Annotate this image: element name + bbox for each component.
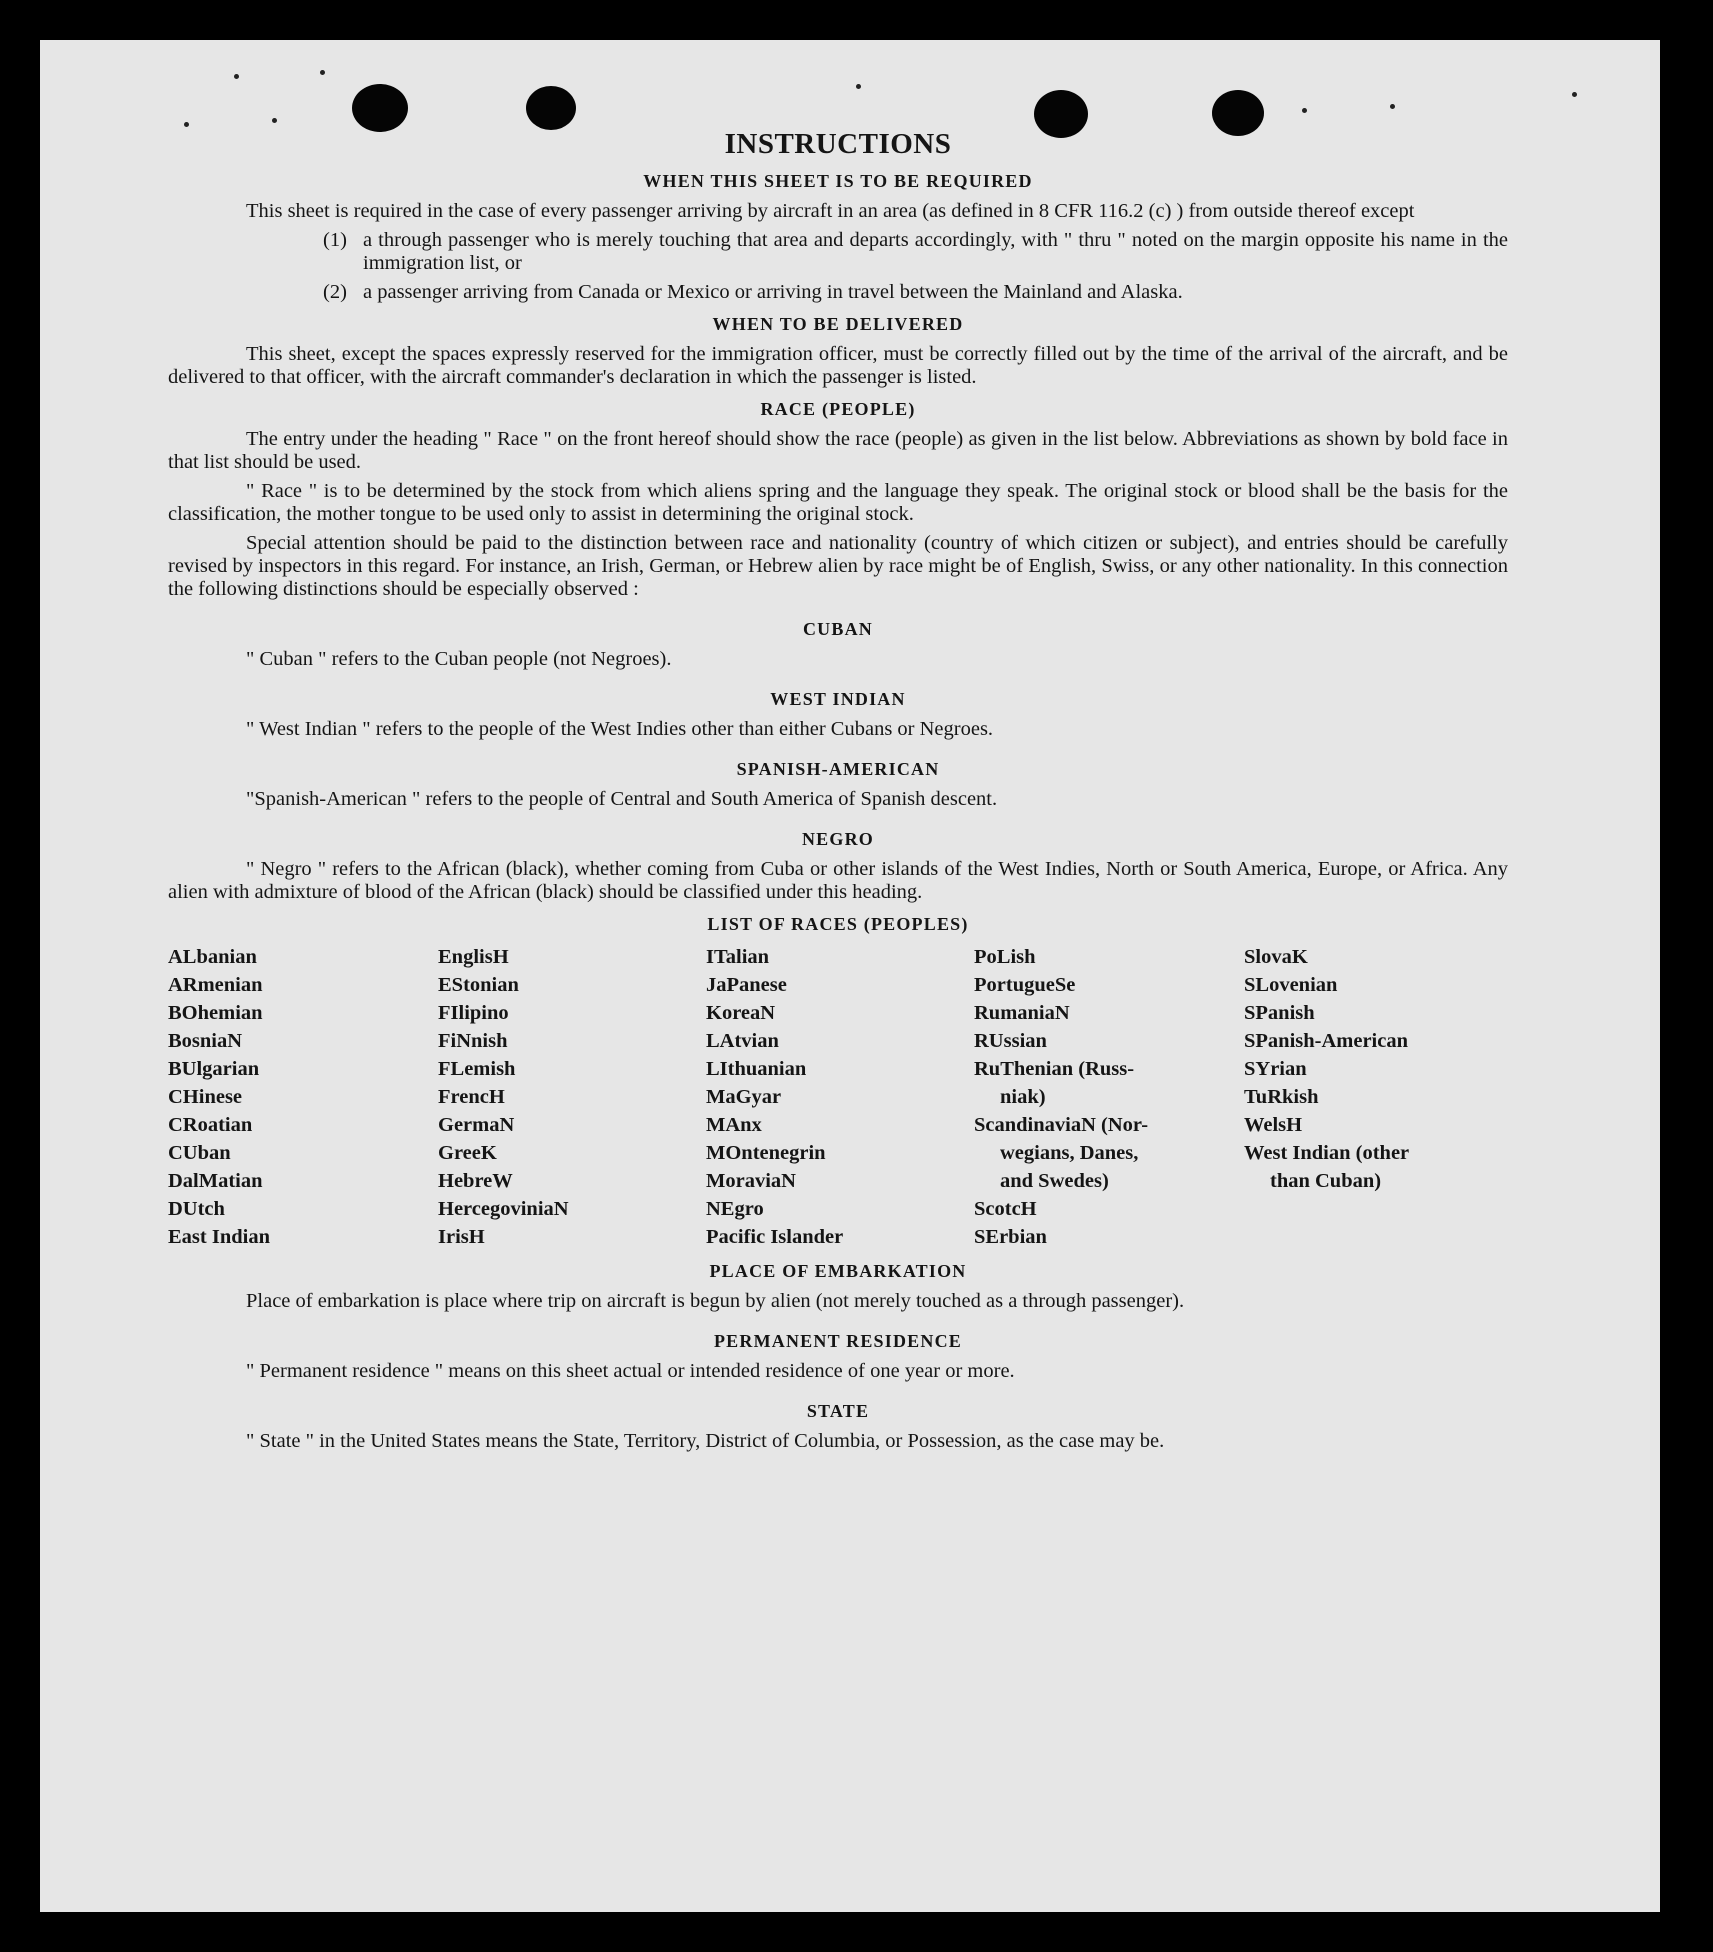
section-heading-race: RACE (PEOPLE) xyxy=(760,399,916,419)
race-entry: DalMatian xyxy=(168,1170,263,1192)
required-item-1 xyxy=(323,229,1508,275)
race-entry: BosniaN xyxy=(168,1030,243,1052)
item-text: a through passenger who is merely touching that area and departs accordingly, with " thru " noted on the margin opposite his name in the immigration list, or xyxy=(363,229,1508,274)
item-text: a passenger arriving from Canada or Mexico or arriving in travel between the Mainland and Alaska. xyxy=(363,281,1183,303)
race-entry: Pacific Islander xyxy=(706,1226,844,1248)
race-paragraph-3: Special attention should be paid to the distinction between race and nationality (country of which citizen or subject), and entries should be carefully revised by inspectors in this regard. For instance, an Irish, German, or Hebrew alien by race might be of English, Swiss, or any other nationality. In this connection the following distinctions should be especially observed : xyxy=(168,532,1508,600)
west-indian-paragraph: " West Indian " refers to the people of the West Indies other than either Cubans or Negroes. xyxy=(246,718,994,740)
punch-hole xyxy=(352,84,408,132)
race-entry: RumaniaN xyxy=(974,1002,1070,1024)
race-entry: HercegoviniaN xyxy=(438,1198,569,1220)
speck xyxy=(320,70,325,75)
spanish-american-paragraph: "Spanish-American " refers to the people of Central and South America of Spanish descent. xyxy=(246,788,998,810)
races-list xyxy=(168,943,1508,1251)
race-entry: FrencH xyxy=(438,1086,505,1108)
race-entry: ScotcH xyxy=(974,1198,1037,1220)
speck xyxy=(1572,92,1577,97)
speck xyxy=(272,118,277,123)
section-heading-west-indian: WEST INDIAN xyxy=(770,689,906,709)
race-entry: and Swedes) xyxy=(1000,1170,1109,1192)
race-entry: MAnx xyxy=(706,1114,762,1136)
residence-paragraph: " Permanent residence " means on this sheet actual or intended residence of one year or more. xyxy=(246,1360,1015,1382)
race-entry: PortugueSe xyxy=(974,974,1076,996)
race-entry: MOntenegrin xyxy=(706,1142,826,1164)
race-entry: SErbian xyxy=(974,1226,1047,1248)
race-entry: wegians, Danes, xyxy=(1000,1142,1139,1164)
section-heading-state: STATE xyxy=(806,1401,870,1421)
race-entry: KoreaN xyxy=(706,1002,776,1024)
negro-paragraph: " Negro " refers to the African (black), whether coming from Cuba or other islands of the West Indies, North or South America, Europe, or Africa. Any alien with admixture of blood of the African (black) should be classified under this heading. xyxy=(168,858,1508,903)
race-entry: SLovenian xyxy=(1244,974,1338,996)
section-heading-delivered: WHEN TO BE DELIVERED xyxy=(712,314,964,334)
required-item-2 xyxy=(323,281,1508,304)
race-entry: GreeK xyxy=(438,1142,497,1164)
race-entry: EStonian xyxy=(438,974,519,996)
race-entry: CRoatian xyxy=(168,1114,253,1136)
race-paragraph-2: " Race " is to be determined by the stock from which aliens spring and the language they speak. The original stock or blood shall be the basis for the classification, the mother tongue to be used only to assist in determining the original stock. xyxy=(168,480,1508,525)
section-heading-negro: NEGRO xyxy=(801,829,874,849)
speck xyxy=(1302,108,1307,113)
race-entry: TuRkish xyxy=(1244,1086,1319,1108)
section-heading-required: WHEN THIS SHEET IS TO BE REQUIRED xyxy=(643,171,1033,191)
race-entry xyxy=(1244,1195,1508,1223)
race-entry: FLemish xyxy=(438,1058,516,1080)
race-entry: NEgro xyxy=(706,1198,764,1220)
speck xyxy=(184,122,189,127)
speck xyxy=(856,84,861,89)
race-entry: ITalian xyxy=(706,946,770,968)
race-entry xyxy=(1244,1223,1508,1251)
race-entry: LIthuanian xyxy=(706,1058,807,1080)
race-entry: DUtch xyxy=(168,1198,225,1220)
cuban-paragraph: " Cuban " refers to the Cuban people (not Negroes). xyxy=(246,648,672,670)
race-entry: East Indian xyxy=(168,1226,270,1248)
race-entry: BOhemian xyxy=(168,1002,263,1024)
race-entry: SPanish xyxy=(1244,1002,1315,1024)
punch-hole xyxy=(526,86,576,130)
race-entry: CUban xyxy=(168,1142,231,1164)
race-entry: PoLish xyxy=(974,946,1036,968)
race-entry: FiNnish xyxy=(438,1030,508,1052)
race-entry: MaGyar xyxy=(706,1086,782,1108)
race-entry: IrisH xyxy=(438,1226,485,1248)
race-entry: RuThenian (Russ- xyxy=(974,1058,1135,1080)
speck xyxy=(234,74,239,79)
speck xyxy=(1390,104,1395,109)
required-paragraph: This sheet is required in the case of every passenger arriving by aircraft in an area (as defined in 8 CFR 116.2 (c) ) from outside thereof except xyxy=(246,200,1415,222)
race-entry: WelsH xyxy=(1244,1114,1303,1136)
race-entry: RUssian xyxy=(974,1030,1047,1052)
race-entry: EnglisH xyxy=(438,946,509,968)
delivered-paragraph: This sheet, except the spaces expressly reserved for the immigration officer, must be correctly filled out by the time of the arrival of the aircraft, and be delivered to that officer, with the aircraft commander's declaration in which the passenger is listed. xyxy=(168,343,1508,388)
race-entry: ARmenian xyxy=(168,974,263,996)
race-entry: than Cuban) xyxy=(1270,1170,1382,1192)
section-heading-embarkation: PLACE OF EMBARKATION xyxy=(709,1261,967,1281)
race-entry: JaPanese xyxy=(706,974,787,996)
section-heading-spanish-american: SPANISH-AMERICAN xyxy=(736,759,940,779)
state-paragraph: " State " in the United States means the State, Territory, District of Columbia, or Possession, as the case may be. xyxy=(246,1430,1165,1452)
embarkation-paragraph: Place of embarkation is place where trip on aircraft is begun by alien (not merely touched as a through passenger). xyxy=(246,1290,1185,1312)
race-entry: HebreW xyxy=(438,1170,513,1192)
race-entry: FIlipino xyxy=(438,1002,509,1024)
instructions-content xyxy=(168,128,1508,1459)
section-heading-races-list: LIST OF RACES (PEOPLES) xyxy=(707,914,969,934)
item-number: (2) xyxy=(323,281,347,303)
race-entry: LAtvian xyxy=(706,1030,779,1052)
race-entry: GermaN xyxy=(438,1114,515,1136)
race-entry: CHinese xyxy=(168,1086,243,1108)
race-entry: SlovaK xyxy=(1244,946,1308,968)
race-entry: ALbanian xyxy=(168,946,257,968)
page-title: INSTRUCTIONS xyxy=(724,128,952,160)
race-entry: MoraviaN xyxy=(706,1170,796,1192)
race-entry: ScandinaviaN (Nor- xyxy=(974,1114,1149,1136)
section-heading-cuban: CUBAN xyxy=(802,619,873,639)
race-entry: West Indian (other xyxy=(1244,1142,1410,1164)
section-heading-residence: PERMANENT RESIDENCE xyxy=(713,1331,962,1351)
race-paragraph-1: The entry under the heading " Race " on the front hereof should show the race (people) as given in the list below. Abbreviations as shown by bold face in that list should be used. xyxy=(168,428,1508,473)
race-entry: SPanish-American xyxy=(1244,1030,1408,1052)
race-entry: SYrian xyxy=(1244,1058,1307,1080)
item-number: (1) xyxy=(323,229,347,251)
race-entry: niak) xyxy=(1000,1086,1046,1108)
race-entry: BUlgarian xyxy=(168,1058,260,1080)
